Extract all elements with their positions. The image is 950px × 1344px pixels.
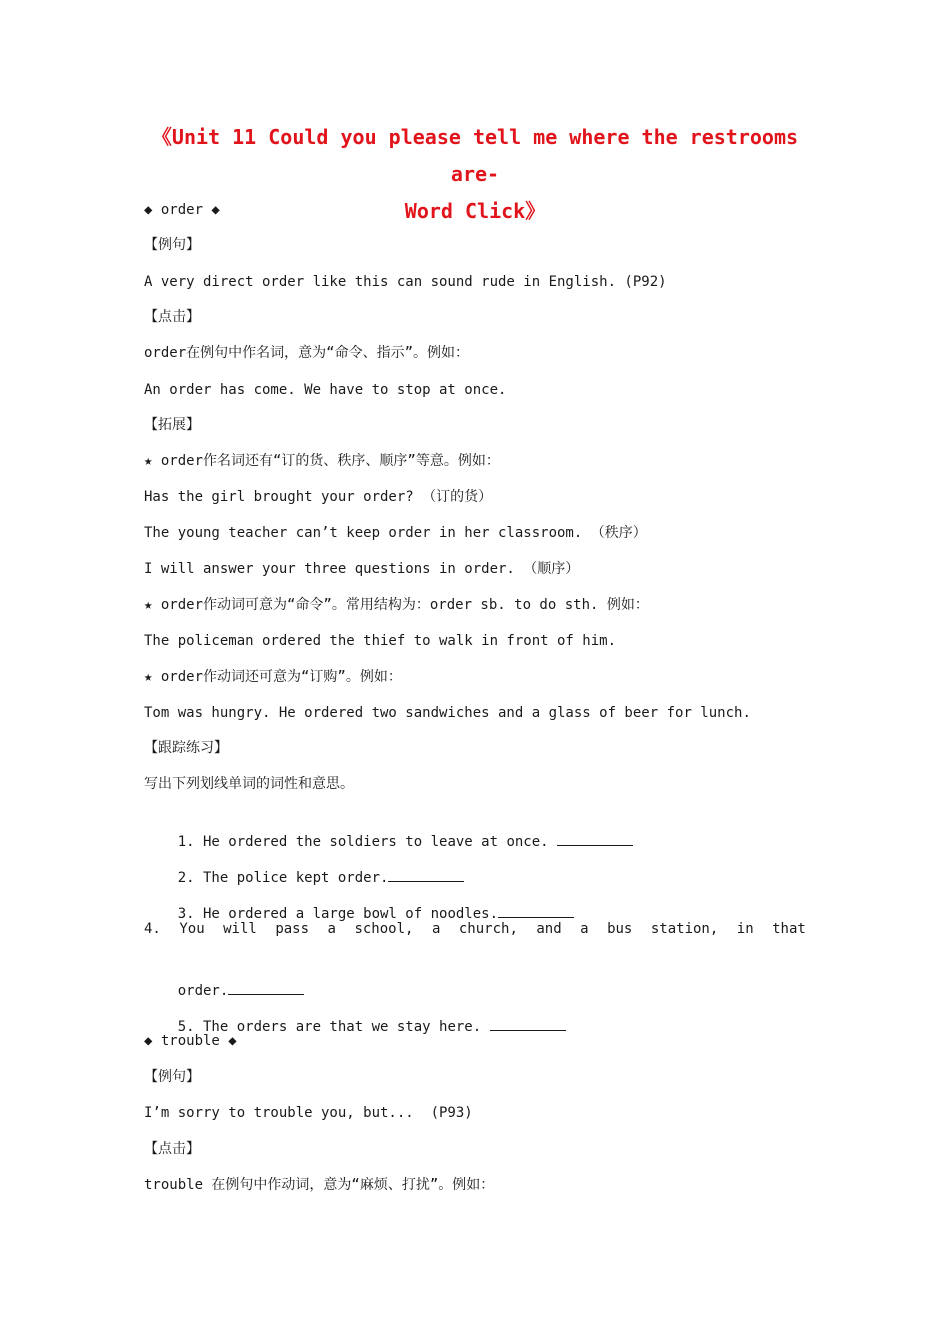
answer-blank[interactable] (228, 980, 304, 995)
document-title (130, 119, 820, 230)
example-sentence-trouble: I’m sorry to trouble you, but... (P93) (144, 1105, 473, 1121)
word: a (327, 921, 336, 937)
word: bus (607, 921, 633, 937)
word: station, (650, 921, 719, 937)
question-text: 1. He ordered the soldiers to leave at once. (177, 834, 549, 850)
label-point-trouble: 【点击】 (144, 1141, 200, 1157)
word: church, (458, 921, 518, 937)
label-example: 【例句】 (144, 237, 200, 253)
extend-item-3: ★ order作动词还可意为“订购”。例如： (144, 669, 402, 685)
word: You (179, 921, 205, 937)
word: school, (354, 921, 414, 937)
section-header-trouble: ◆ trouble ◆ (144, 1033, 237, 1049)
answer-blank[interactable] (388, 867, 464, 882)
question-text: 2. The police kept order. (177, 870, 389, 886)
extend-item-2: ★ order作动词可意为“命令”。常用结构为：order sb. to do sth. 例如： (144, 597, 649, 613)
title-line-2: Word Click》 (404, 199, 546, 223)
extend-item-1: ★ order作名词还有“订的货、秩序、顺序”等意。例如： (144, 453, 500, 469)
extend-example-3a: Tom was hungry. He ordered two sandwiches and a glass of beer for lunch. (144, 705, 751, 721)
extend-example-1a: Has the girl brought your order? （订的货） (144, 489, 493, 505)
word: in (736, 921, 754, 937)
question-text: 3. He ordered a large bowl of noodles. (177, 906, 499, 922)
word: 4. (144, 921, 161, 937)
title-line-1: 《Unit 11 Could you please tell me where the restrooms are- (151, 125, 799, 186)
section-header-order: ◆ order ◆ (144, 202, 220, 218)
word: a (431, 921, 441, 937)
extend-example-1c: I will answer your three questions in order. （顺序） (144, 561, 580, 577)
answer-blank[interactable] (490, 1016, 566, 1031)
label-example-trouble: 【例句】 (144, 1069, 200, 1085)
word: that (772, 921, 806, 937)
practice-question-4 (144, 919, 806, 939)
label-point: 【点击】 (144, 309, 200, 325)
question-text: 5. The orders are that we stay here. (177, 1019, 482, 1035)
point-example: An order has come. We have to stop at once. (144, 382, 507, 398)
word: and (536, 921, 562, 937)
extend-example-1b: The young teacher can’t keep order in her classroom. （秩序） (144, 525, 647, 541)
question-text: order. (177, 983, 229, 999)
answer-blank[interactable] (498, 903, 574, 918)
label-extend: 【拓展】 (144, 417, 200, 433)
point-text-trouble: trouble 在例句中作动词，意为“麻烦、打扰”。例如： (144, 1177, 495, 1193)
word: will (223, 921, 257, 937)
extend-example-2a: The policeman ordered the thief to walk in front of him. (144, 633, 617, 649)
label-practice: 【跟踪练习】 (144, 740, 228, 756)
practice-instruction: 写出下列划线单词的词性和意思。 (144, 776, 354, 792)
point-text: order在例句中作名词，意为“命令、指示”。例如： (144, 345, 469, 361)
example-sentence: A very direct order like this can sound rude in English. (P92) (144, 274, 667, 290)
word: a (580, 921, 589, 937)
answer-blank[interactable] (557, 831, 633, 846)
word: pass (275, 921, 310, 937)
